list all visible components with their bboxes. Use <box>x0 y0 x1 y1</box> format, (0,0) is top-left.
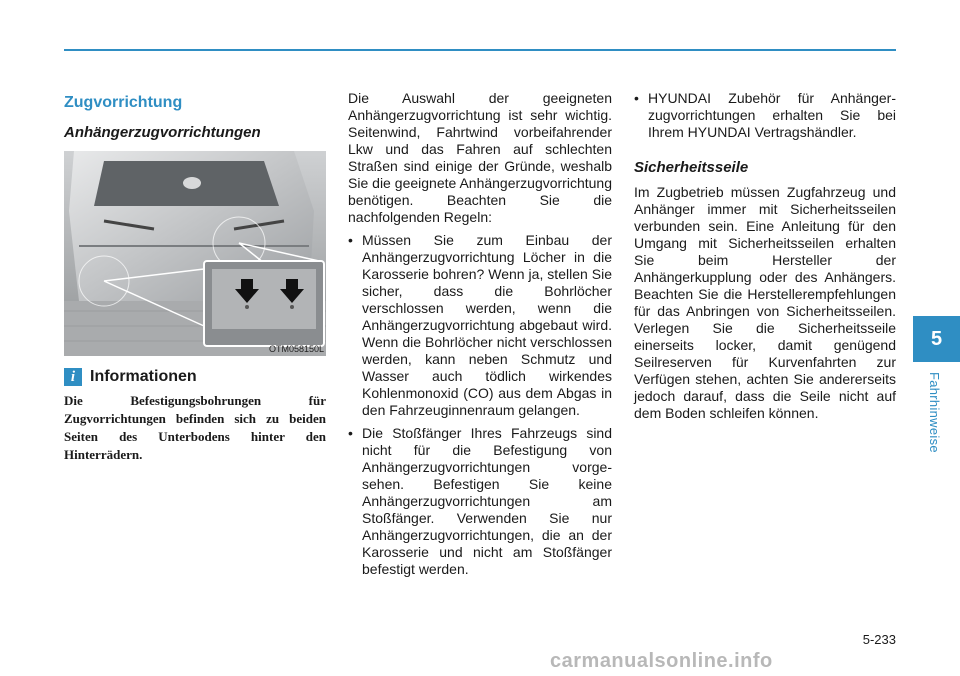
list-item: • Müssen Sie zum Einbau der Anhängerzugvorrichtung Löcher in die Karosserie bohren? Wenn ja, stellen Sie sicher, dass die Bohrlöcher verschlossen werden, wenn die Anhängerzugvorrichtung abgebaut wird. Wenn die Bohrlöcher nicht verschlossen werden, kann neben Schmutz und Wasser auch tödlich wirkendes Kohlenmonoxid (CO) aus dem Abgas in den Fahrzeuginnenraum gelangen. <box>348 232 612 419</box>
accessory-list <box>634 90 896 141</box>
column-right <box>634 90 896 422</box>
chapter-label <box>918 372 948 462</box>
column-left <box>64 90 326 464</box>
section-title: Zugvorrichtung <box>64 94 183 111</box>
vehicle-rear-illustration <box>64 151 326 356</box>
chapter-tab: 5 <box>913 316 960 362</box>
rules-list <box>348 232 612 578</box>
info-text: Die Befestigungsbohrungen für Zugvorrichtungen befinden sich zu beiden Seiten des Unterbodens hinter den Hinterrädern. <box>64 393 326 462</box>
safety-chains-text: Im Zugbetrieb müssen Zugfahrzeug und Anhänger immer mit Sicherheitsseilen verbunden sein. Eine Anleitung für den Umgang mit Sicherheitsseilen erhalten Sie beim Hersteller der Anhängerkupplung oder des Anhängers. Beachten Sie die Herstellerempfehlungen für das Anbringen von Sicherheitsseilen. Verlegen Sie die Sicherheitsseile einerseits locker, damit genügend Seilreserven für Kurvenfahrten zur Verfügen stehen, achten Sie andererseits jedoch darauf, dass die Seile nicht auf dem Boden schleifen können. <box>634 184 896 421</box>
info-header <box>64 368 326 386</box>
info-title: Informationen <box>90 368 197 385</box>
section-subtitle: Anhängerzugvorrichtungen <box>64 124 261 141</box>
chapter-label-text: Fahrhinweise <box>927 372 942 453</box>
list-item: • HYUNDAI Zubehör für Anhänger-zugvorrichtungen erhalten Sie bei Ihrem HYUNDAI Vertragshändler. <box>634 90 896 141</box>
figure-code: OTM058150L <box>268 344 324 354</box>
page-number: 5-233 <box>862 632 896 647</box>
list-item: • Die Stoßfänger Ihres Fahrzeugs sind nicht für die Befestigung von Anhängerzugvorrichtungen vorge-sehen. Befestigen Sie keine Anhängerzugvorrichtungen am Stoßfänger. Verwenden Sie nur Anhängerzugvorrichtungen, die an der Karosserie und nicht am Stoßfänger befestigt werden. <box>348 425 612 578</box>
vehicle-rear-figure <box>64 151 326 356</box>
info-icon: i <box>64 368 82 386</box>
column-middle <box>348 90 612 584</box>
safety-chains-title: Sicherheitsseile <box>634 159 749 176</box>
intro-paragraph: Die Auswahl der geeigneten Anhängerzugvorrichtung ist sehr wichtig. Seitenwind, Fahrtwind vorbeifahrender Lkw und das Fahren auf schlechten Straßen sind einige der Gründe, weshalb Sie die geeignete Anhängerzugvorrichtung benötigen. Beachten Sie die nachfolgenden Regeln: <box>348 90 612 225</box>
watermark: carmanualsonline.info <box>550 650 773 672</box>
top-rule <box>64 49 896 51</box>
